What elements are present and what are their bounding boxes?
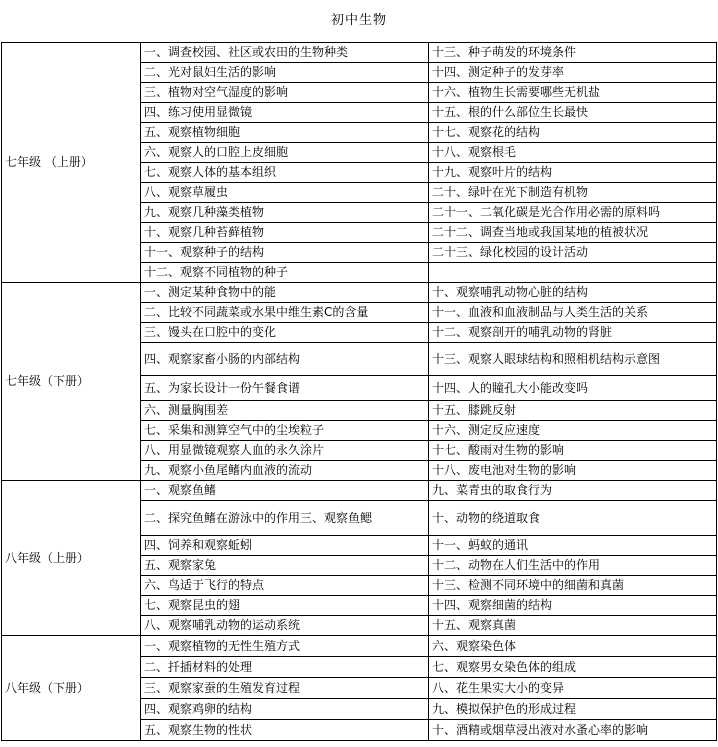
section-grade7-vol2 <box>2 283 717 481</box>
table-cell: 十五、观察真菌 <box>429 616 717 636</box>
table-cell: 十、观察哺乳动物心脏的结构 <box>429 283 717 303</box>
table-cell: 一、测定某种食物中的能 <box>141 283 429 303</box>
section-grade8-vol2 <box>2 636 717 741</box>
table-cell: 三、观察家蚕的生殖发育过程 <box>141 678 429 699</box>
table-cell: 七、采集和测算空气中的尘埃粒子 <box>141 421 429 441</box>
table-cell: 十一、观察种子的结构 <box>141 243 429 263</box>
table-row <box>2 283 717 303</box>
table-cell: 九、观察小鱼尾鳍内血液的流动 <box>141 461 429 481</box>
table-cell: 六、鸟适于飞行的特点 <box>141 576 429 596</box>
table-cell: 二、扦插材料的处理 <box>141 657 429 678</box>
table-cell: 七、观察昆虫的翅 <box>141 596 429 616</box>
table-cell: 十二、观察剖开的哺乳动物的肾脏 <box>429 323 717 343</box>
table-cell: 九、模拟保护色的形成过程 <box>429 699 717 720</box>
table-row <box>2 636 717 657</box>
grade-label-cell: 七年级（下册） <box>2 283 141 481</box>
table-cell: 二、光对鼠妇生活的影响 <box>141 63 429 83</box>
table-cell: 四、观察家畜小肠的内部结构 <box>141 343 429 376</box>
table-cell: 十四、测定种子的发芽率 <box>429 63 717 83</box>
table-cell: 十三、种子萌发的环境条件 <box>429 43 717 63</box>
table-cell: 四、观察鸡卵的结构 <box>141 699 429 720</box>
grade-label-cell: 八年级（上册） <box>2 481 141 636</box>
table-cell: 五、观察家兔 <box>141 556 429 576</box>
table-cell: 三、植物对空气湿度的影响 <box>141 83 429 103</box>
grade-label-cell: 八年级（下册） <box>2 636 141 741</box>
table-cell: 九、菜青虫的取食行为 <box>429 481 717 501</box>
table-cell: 七、观察人体的基本组织 <box>141 163 429 183</box>
table-cell: 一、调查校园、社区或农田的生物种类 <box>141 43 429 63</box>
table-cell: 六、测量胸围差 <box>141 401 429 421</box>
table-cell: 四、练习使用显微镜 <box>141 103 429 123</box>
table-cell: 六、观察染色体 <box>429 636 717 657</box>
table-cell: 四、饲养和观察蚯蚓 <box>141 536 429 556</box>
table-cell: 二十三、绿化校园的设计活动 <box>429 243 717 263</box>
table-cell: 十七、酸雨对生物的影响 <box>429 441 717 461</box>
table-cell: 十、酒精或烟草浸出液对水蚤心率的影响 <box>429 720 717 741</box>
table-cell: 十八、废电池对生物的影响 <box>429 461 717 481</box>
table-cell: 十七、观察花的结构 <box>429 123 717 143</box>
table-cell: 二、比较不同蔬菜或水果中维生素C的含量 <box>141 303 429 323</box>
table-cell: 八、观察哺乳动物的运动系统 <box>141 616 429 636</box>
page-title: 初中生物 <box>330 13 387 28</box>
section-grade8-vol1 <box>2 481 717 636</box>
table-cell: 五、观察植物细胞 <box>141 123 429 143</box>
table-cell: 十二、动物在人们生活中的作用 <box>429 556 717 576</box>
table-cell: 七、观察男女染色体的组成 <box>429 657 717 678</box>
table-cell: 十三、观察人眼球结构和照相机结构示意图 <box>429 343 717 376</box>
table-cell: 十五、膝跳反射 <box>429 401 717 421</box>
table-row <box>2 481 717 501</box>
table-cell: 二十一、二氧化碳是光合作用必需的原料吗 <box>429 203 717 223</box>
table-cell: 十、动物的绕道取食 <box>429 501 717 536</box>
table-cell: 十、观察几种苔藓植物 <box>141 223 429 243</box>
table-cell: 八、用显微镜观察人血的永久涂片 <box>141 441 429 461</box>
table-cell: 十一、血液和血液制品与人类生活的关系 <box>429 303 717 323</box>
table-cell: 五、为家长设计一份午餐食谱 <box>141 376 429 401</box>
table-cell: 九、观察几种藻类植物 <box>141 203 429 223</box>
table-row <box>2 43 717 63</box>
table-cell: 二十、绿叶在光下制造有机物 <box>429 183 717 203</box>
table-cell: 八、观察草履虫 <box>141 183 429 203</box>
table-cell: 一、观察鱼鳍 <box>141 481 429 501</box>
grade-label-cell: 七年级 （上册） <box>2 43 141 283</box>
table-cell: 五、观察生物的性状 <box>141 720 429 741</box>
table-cell: 三、馒头在口腔中的变化 <box>141 323 429 343</box>
table-cell: 十三、检测不同环境中的细菌和真菌 <box>429 576 717 596</box>
table-cell: 八、花生果实大小的变异 <box>429 678 717 699</box>
section-grade7-vol1 <box>2 43 717 283</box>
table-cell: 十四、观察细菌的结构 <box>429 596 717 616</box>
table-cell: 十六、植物生长需要哪些无机盐 <box>429 83 717 103</box>
table-cell: 十八、观察根毛 <box>429 143 717 163</box>
table-cell: 二十二、调查当地或我国某地的植被状况 <box>429 223 717 243</box>
table-cell: 十二、观察不同植物的种子 <box>141 263 429 283</box>
table-cell: 十四、人的瞳孔大小能改变吗 <box>429 376 717 401</box>
table-cell: 十九、观察叶片的结构 <box>429 163 717 183</box>
table-cell: 十五、根的什么部位生长最快 <box>429 103 717 123</box>
table-cell: 十一、蚂蚁的通讯 <box>429 536 717 556</box>
table-cell: 六、观察人的口腔上皮细胞 <box>141 143 429 163</box>
table-cell: 十六、测定反应速度 <box>429 421 717 441</box>
table-cell: 二、探究鱼鳍在游泳中的作用三、观察鱼鳃 <box>141 501 429 536</box>
table-cell <box>429 263 717 283</box>
table-cell: 一、观察植物的无性生殖方式 <box>141 636 429 657</box>
experiments-table <box>1 42 717 741</box>
